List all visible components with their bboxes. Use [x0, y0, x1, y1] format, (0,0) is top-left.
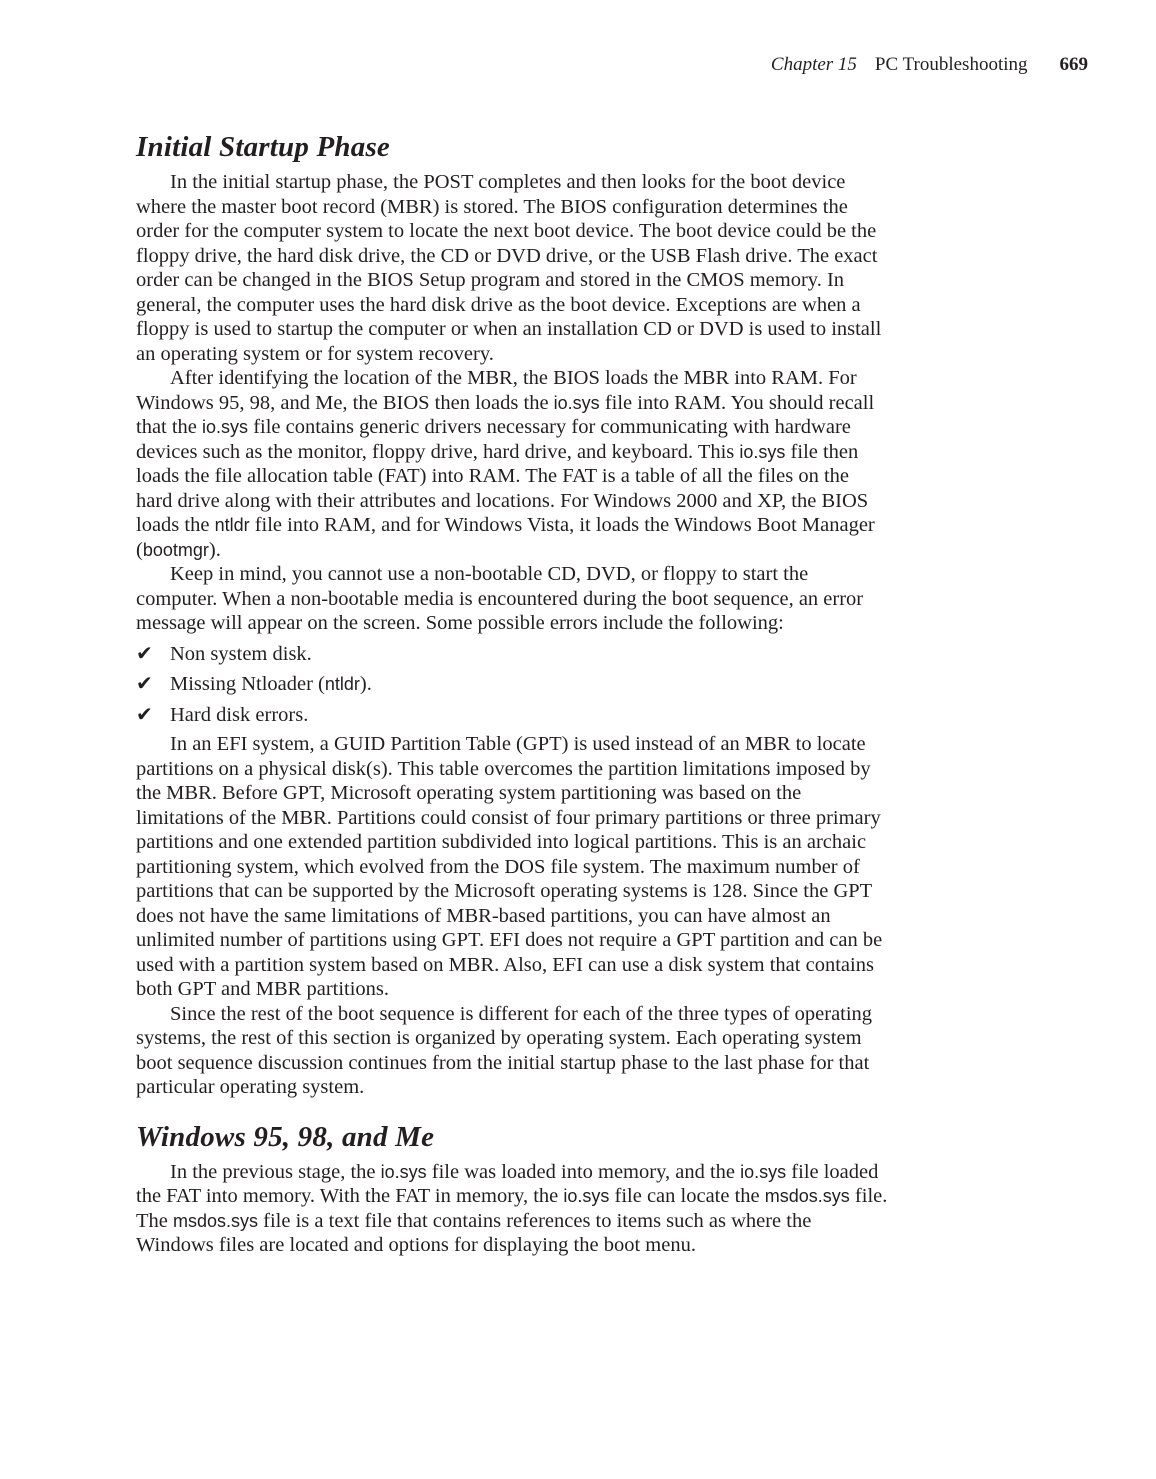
paragraph: In the initial startup phase, the POST completes and then looks for the boot device where the master boot record (MBR) is stored. The BIOS configuration determines the order for the computer system to locate the next boot device. The boot device could be the floppy drive, the hard disk drive, the CD or DVD drive, or the USB Flash drive. The exact order can be changed in the BIOS Setup program and stored in the CMOS memory. In general, the computer uses the hard disk drive as the boot device. Exceptions are when a floppy is used to startup the computer or when an installation CD or DVD is used to install an operating system or for system recovery. — [136, 171, 882, 365]
page-content — [136, 128, 888, 1258]
paragraph: Since the rest of the boot sequence is different for each of the three types of operating systems, the rest of this section is organized by operating system. Each operating system boot sequence discussion continues from the initial startup phase to the last phase for that particular operating system. — [136, 1002, 873, 1098]
filename-msdos-sys: msdos.sys — [173, 1210, 259, 1231]
section-heading-initial-startup: Initial Startup Phase — [136, 131, 390, 163]
page-number: 669 — [1059, 54, 1088, 75]
filename-io-sys: io.sys — [202, 417, 249, 437]
paragraph: In an EFI system, a GUID Partition Table (GPT) is used instead of an MBR to locate partitions on a physical disk(s). This table overcomes the partition limitations imposed by the MBR. Before GPT, Microsoft operating system partitioning was based on the limitations of the MBR. Partitions could consist of four primary partitions or three primary partitions and one extended partition subdivided into logical partitions. This is an archaic partitioning system, which evolved from the DOS file system. The maximum number of partitions that can be supported by the Microsoft operating systems is 128. Since the GPT does not have the same limitations of MBR-based partitions, you can have almost an unlimited number of partitions using GPT. EFI does not require a GPT partition and can be used with a partition system based on MBR. Also, EFI can use a disk system that contains both GPT and MBR partitions. — [136, 733, 883, 1000]
error-list — [136, 641, 888, 728]
filename-io-sys: io.sys — [563, 1186, 610, 1206]
list-item: ✔ Hard disk errors. — [136, 701, 309, 726]
filename-ntldr: ntldr — [214, 515, 250, 535]
filename-io-sys: io.sys — [380, 1161, 427, 1182]
chapter-label: Chapter 15 — [770, 54, 857, 75]
check-mark-icon: ✔ — [136, 701, 153, 726]
section-heading-windows-95-98-me: Windows 95, 98, and Me — [136, 1120, 435, 1153]
list-item: ✔ Non system disk. — [136, 640, 312, 665]
chapter-title: PC Troubleshooting — [874, 54, 1028, 75]
paragraph: After identifying the location of the MBR, the BIOS loads the MBR into RAM. For Windows 95, 98, and Me, the BIOS then loads the io.sys file into RAM. You should recall that the io.sys file contains generic drivers necessary for communicating with hardware devices such as the monitor, floppy drive, hard drive, and keyboard. This io.sys file then loads the file allocation table (FAT) into RAM. The FAT is a table of all the files on the hard drive along with their attributes and locations. For Windows 2000 and XP, the BIOS loads the ntldr file into RAM, and for Windows Vista, it loads the Windows Boot Manager (bootmgr). — [136, 367, 875, 561]
check-mark-icon: ✔ — [136, 671, 153, 695]
list-item: ✔ Missing Ntloader (ntldr). — [136, 671, 372, 695]
paragraph: In the previous stage, the io.sys file was loaded into memory, and the io.sys file loaded the FAT into memory. With the FAT in memory, the io.sys file can locate the msdos.sys file. The msdos.sys file is a text file that contains references to items such as where the Windows files are located and options for displaying the boot menu. — [136, 1160, 888, 1256]
filename-ntldr: ntldr — [324, 674, 360, 694]
filename-io-sys: io.sys — [739, 441, 786, 462]
check-mark-icon: ✔ — [136, 640, 153, 665]
filename-io-sys: io.sys — [740, 1161, 787, 1182]
paragraph: Keep in mind, you cannot use a non-bootable CD, DVD, or floppy to start the computer. When a non-bootable media is encountered during the boot sequence, an error message will appear on the screen. Some possible errors include the following: — [136, 563, 864, 634]
running-head — [771, 52, 1088, 78]
filename-io-sys: io.sys — [553, 392, 600, 413]
filename-msdos-sys: msdos.sys — [764, 1186, 850, 1206]
filename-bootmgr: bootmgr — [142, 539, 209, 560]
